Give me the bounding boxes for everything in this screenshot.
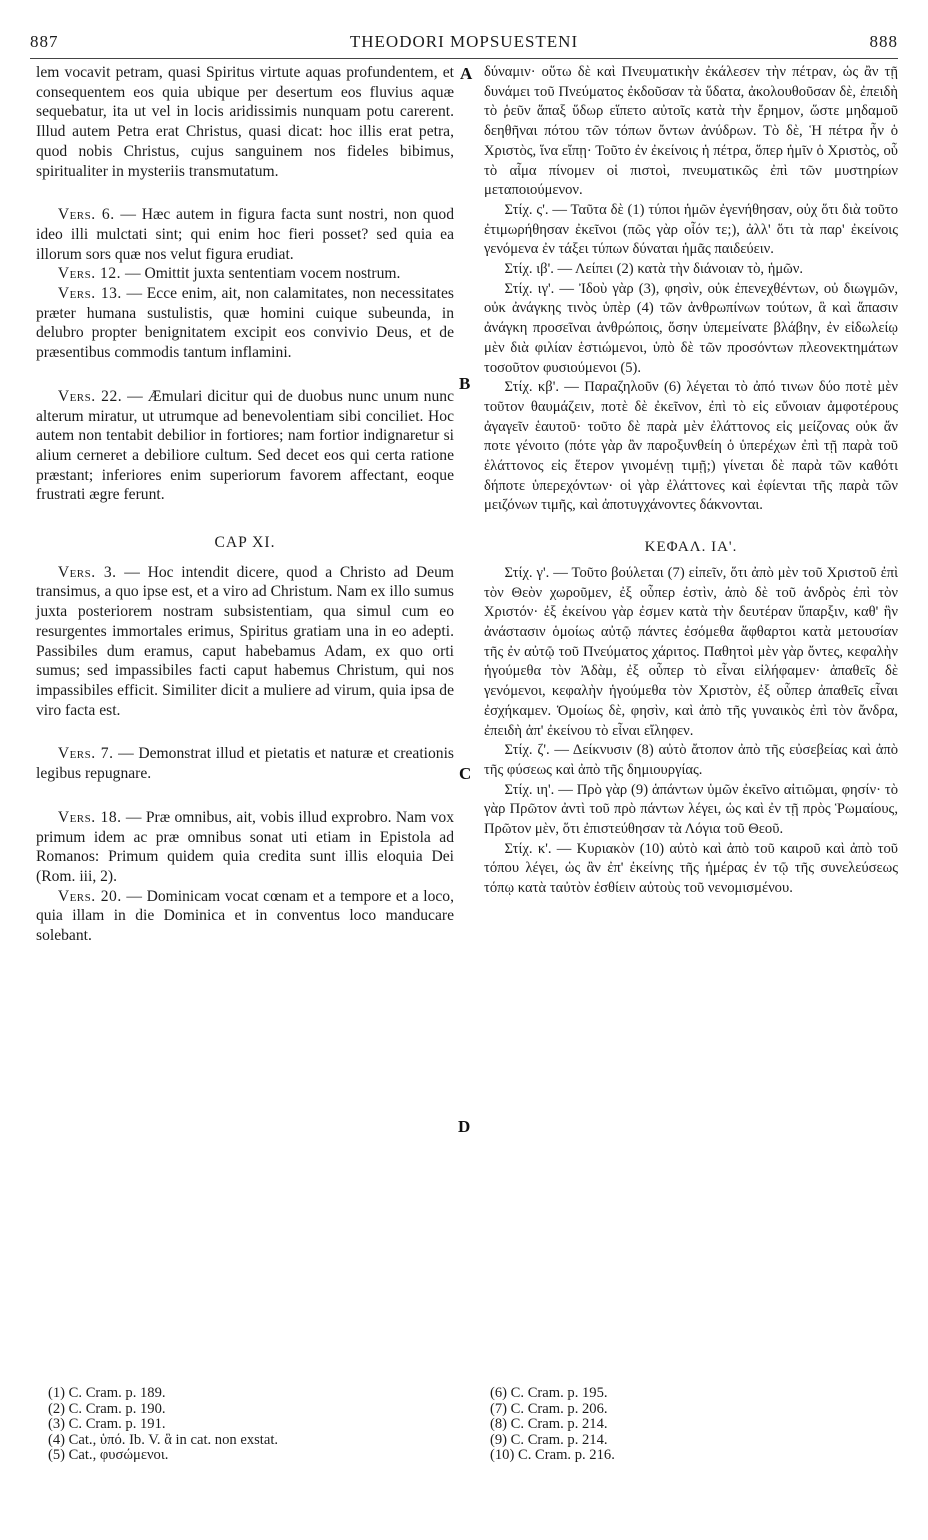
greek-paragraph: Στίχ. ς'. — Ταῦτα δὲ (1) τύποι ἡμῶν ἐγενήθησαν, οὐχ ὅτι διὰ τοῦτο ἐτιμωρήθησαν ἐκεῖνοι (πῶς γὰρ οἷόν τε;), ἀλλ' ὅτι τὰ παρ' ἐκείνοις γενόμενα ἐν τάξει τύπων δύναται ἡμᾶς παιδεύειν. xyxy=(484,201,898,258)
header-rule xyxy=(30,58,898,59)
footnotes-left xyxy=(48,1386,278,1464)
greek-paragraph: Στίχ. γ'. — Τοῦτο βούλεται (7) εἰπεῖν, ὅτι ἀπὸ μὲν τοῦ Χριστοῦ ἐπὶ τὸν Θεὸν χωροῦμεν, ἐξ οὗπερ ἐστὶν, ἀπὸ δὲ τοῦ ἀνδρὸς ἐπὶ τὸν Χριστόν· ἐξ ἐκείνου γὰρ ἐσμεν κατὰ τὴν δευτέραν ὕπαρξιν, καθ' ἣν ἀνάστασιν ὁμοίως αὐτῷ πάντες ἐσόμεθα ἄφθαρτοι κατὰ μετουσίαν τῆς ἐν αὐτῷ τοῦ Πνεύματος χάριτος. Παθητοὶ μὲν γὰρ ὄντες, κεφαλὴν ἡγούμεθα τὸν Ἀδὰμ, ἐξ οὗπερ τὸ εἶναι εἰλήφαμεν· ἀπαθεῖς δὲ γενόμενοι, κεφαλὴν ἡγούμεθα τὸν Χριστὸν, ἐξ οὗπερ ἀπαθεῖς εἶναι ἐσχήκαμεν. Ὁμοίως δὲ, φησὶν, καὶ ἀπὸ τῆς γυναικὸς ἐπὶ τὸν ἄνδρα, ἐπειδὴ ἀπ' ἐκείνου τὸ εἶναι εἴληφεν. xyxy=(484,564,898,739)
footnote: (5) Cat., φυσώμενοι. xyxy=(48,1447,169,1463)
latin-paragraph xyxy=(36,284,454,363)
footnote: (10) C. Cram. p. 216. xyxy=(490,1447,615,1463)
greek-column xyxy=(484,63,898,899)
verse-ref: Vers. 18. xyxy=(57,808,122,826)
footnote: (2) C. Cram. p. 190. xyxy=(48,1400,166,1417)
latin-column xyxy=(36,63,454,946)
footnotes-right xyxy=(490,1386,615,1464)
footnote: (9) C. Cram. p. 214. xyxy=(490,1431,608,1448)
margin-mark-d: D xyxy=(458,1117,471,1136)
margin-mark-a: A xyxy=(460,64,473,83)
greek-paragraph: Στίχ. κβ'. — Παραζηλοῦν (6) λέγεται τὸ ἀπό τινων δύο ποτὲ μὲν τοῦτον θαυμάζειν, ποτὲ δὲ ἐκεῖνον, ἐπὶ τὸ εἰς εὔνοιαν ἀμφοτέρους ἀγαγεῖν ἑαυτοῦ· τοῦτο δὲ παρὰ μὲν ἐλάττονος εἰς μείζονας οὐκ ἄν ποτε γένοιτο (πότε γὰρ ἂν παροξυνθείη ὁ ὑπερέχων ἐπὶ τῇ παρὰ τοῦ ἐλάττονος εἰς ἕτερον γινομένῃ τιμῇ;) γίνεται δὲ παρὰ τῶν καθότι δήποτε ὑπερεχόντων· οἱ γὰρ ἐλάττονες καὶ ἐφίενται τῆς παρὰ τῶν μειζόνων τιμῆς, καὶ ἀποτυγχάνοντες δάκνονται. xyxy=(484,379,898,514)
verse-ref: Vers. 22. xyxy=(57,387,123,405)
footnote: (4) Cat., ὑπό. Ib. V. ἃ in cat. non exstat. xyxy=(48,1431,279,1448)
greek-paragraph: Στίχ. ιβ'. — Λείπει (2) κατὰ τὴν διάνοιαν τὸ, ἡμῶν. xyxy=(504,261,804,278)
latin-paragraph xyxy=(36,887,454,946)
latin-paragraph xyxy=(36,744,454,783)
verse-ref: Vers. 7. xyxy=(57,745,114,763)
verse-text: — Dominicam vocat cœnam et a tempore et a loco, quia illam in die Dominica et in conventus loco manducare solebant. xyxy=(36,887,454,945)
margin-mark-c: C xyxy=(459,764,472,783)
latin-paragraph xyxy=(36,264,454,284)
verse-text: — Præ omnibus, ait, vobis illud exprobro. Nam vox primum idem ac præ omnibus sonat uti etiam in Epistola ad Romanos: Primum quidem quia credita sunt illis eloquia Dei (Rom. iii, 2). xyxy=(36,808,454,885)
latin-paragraph xyxy=(36,563,454,721)
verse-text: — Hoc intendit dicere, quod a Christo ad Deum transimus, a quo ipse est, et a viro ad Christum. Nam ex illo sumus juxta posteriorem nostram subsistentiam, qua simul cum eo resurgentes immortales erimus, Spiritus gratiam una in eo adepti. Passibiles dum eramus, caput habebamus Adam, ex quo orti sumus; sed impassibiles facti caput habemus Christum, qui nos impassibiles efficit. Similiter dicit a muliere ad virum, quia ipsa de viro facta est. xyxy=(36,563,454,719)
verse-text: — Hæc autem in figura facta sunt nostri, non quod ideo illi mulctati sint; qui enim hoc fieri posset? sed quia ea illorum sors quæ nos velut figura erudiat. xyxy=(36,206,454,263)
verse-ref: Vers. 6. xyxy=(57,206,115,224)
latin-paragraph xyxy=(36,205,454,264)
footnote: (3) C. Cram. p. 191. xyxy=(48,1416,166,1432)
running-title: THEODORI MOPSUESTENI xyxy=(349,32,579,51)
latin-paragraph: lem vocavit petram, quasi Spiritus virtute aquas profundentem, et consequentem eos quia ubique per desertum eos fluvius aquæ sequebatur, ita ut vel in locis aridissimis nunquam potu carerent. Illud autem Petra erat Christus, quasi dicat: hoc illis erat petra, quod nobis Christus, cujus sanguinem nos fideles bibimus, spiritualiter in mysteriis transmutatum. xyxy=(36,64,454,180)
chapter-heading-greek: ΚΕΦΑΛ. ΙΑ'. xyxy=(644,539,738,556)
greek-paragraph: Στίχ. κ'. — Κυριακὸν (10) αὐτὸ καὶ ἀπὸ τοῦ καιροῦ καὶ ἀπὸ τοῦ τόπου λέγει, ὡς ἂν ἐπ' ἐκείνης τῆς ἡμέρας ἐν τῷ τῆς συνελεύσεως τόπῳ κατὰ ταὐτὸν ἐσθίειν αὐτοὺς τοῦ νενομισμένου. xyxy=(484,840,898,897)
verse-ref: Vers. 13. xyxy=(57,285,122,303)
footnote: (1) C. Cram. p. 189. xyxy=(48,1385,166,1401)
greek-paragraph: δύναμιν· οὕτω δὲ καὶ Πνευματικὴν ἐκάλεσεν τὴν πέτραν, ὡς ἂν τῇ δυνάμει τοῦ Πνεύματος ἐκδοῦσαν τὰ ὕδατα, ἀκολουθοῦσαν δὲ, ἐπειδὴ τὸ ῥεῦν ἅπαξ ὕδωρ εἵπετο αὐτοῖς κατὰ τὴν ἔρημον, ὥστε μηδαμοῦ δεηθῆναι πότου τῶν τόπων ὄντων ἀνύδρων. Τὸ δὲ, Ἡ πέτρα ἦν ὁ Χριστὸς, ἵνα εἴπῃ· Τοῦτο ἐν ἐκείνοις ἡ πέτρα, ὅπερ ἡμῖν ὁ Χριστὸς, οὗ τὸ αἷμα πίνομεν οἱ πιστοὶ, πνευματικῶς ἐπὶ τῶν μυστηρίων μεταποιούμενον. xyxy=(484,64,898,199)
verse-ref: Vers. 20. xyxy=(57,887,122,905)
margin-mark-b: B xyxy=(459,374,471,393)
verse-text: — Æmulari dicitur qui de duobus nunc unum nunc alterum miratur, ut utrumque ad benevolentiam sibi conciliet. Hoc autem non tentabit debilior in fortiores; nam fortior indignaretur si alium cerneret a debiliore cultum. Sed decet eos qui certa ratione præstant; inferiores enim superiorum favorem affectant, eoque frustrati ægre ferunt. xyxy=(36,387,454,504)
greek-paragraph: Στίχ. ιγ'. — Ἰδοὺ γὰρ (3), φησὶν, οὐκ ἐπενεχθέντων, οὐ διωγμῶν, οὐκ ἀνάγκης τινὸς ὑπὲρ (4) τῶν ἀνθρωπίνων τούτων, ἃ καὶ ἅπασιν ἀνάγκη προσεῖναι ἀνθρώποις, ὅσην ὑπεμείνατε βλάβην, ἐν εἰδωλείῳ μὲν διὰ φιλίαν ἑστιώμενοι, ὑπὸ δὲ τῶν προσόντων πλεονεκτημάτων τοσοῦτον φυσιούμενοι (5). xyxy=(484,280,898,376)
footnote: (8) C. Cram. p. 214. xyxy=(490,1416,608,1432)
verse-text: — Omittit juxta sententiam vocem nostrum. xyxy=(121,265,401,283)
verse-ref: Vers. 12. xyxy=(57,265,122,283)
footnote: (7) C. Cram. p. 206. xyxy=(490,1400,608,1417)
verse-text: — Ecce enim, ait, non calamitates, non necessitates præter humana sustulistis, quæ homini cuique subeunda, in delubro propter benignitatem excipit eos convivio Deus, et de præsentibus commodis tantum inflamini. xyxy=(36,285,454,362)
footnote: (6) C. Cram. p. 195. xyxy=(490,1385,608,1401)
greek-paragraph: Στίχ. ιη'. — Πρὸ γὰρ (9) ἁπάντων ὑμῶν ἐκεῖνο αἰτιῶμαι, φησίν· τὸ γὰρ Πρῶτον ἀντὶ τοῦ πρὸ πάντων λέγει, ὡς καὶ ἐν τῇ πρὸς Ῥωμαίους, Πρῶτον μὲν, ὅτι ἐπιστεύθησαν τὰ Λόγια τοῦ Θεοῦ. xyxy=(484,781,898,838)
verse-text: — Demonstrat illud et pietatis et naturæ et creationis legibus repugnare. xyxy=(36,745,454,783)
greek-paragraph: Στίχ. ζ'. — Δείκνυσιν (8) αὐτὸ ἄτοπον ἀπὸ τῆς εὐσεβείας καὶ ἀπὸ τῆς φύσεως καὶ ἀπὸ τῆς δημιουργίας. xyxy=(484,742,898,778)
chapter-heading-latin: CAP XI. xyxy=(214,534,276,552)
page-number-right: 888 xyxy=(869,32,898,51)
page-number-left: 887 xyxy=(30,32,59,51)
running-header xyxy=(30,32,898,54)
latin-paragraph xyxy=(36,808,454,887)
latin-paragraph xyxy=(36,387,454,505)
verse-ref: Vers. 3. xyxy=(57,563,117,581)
